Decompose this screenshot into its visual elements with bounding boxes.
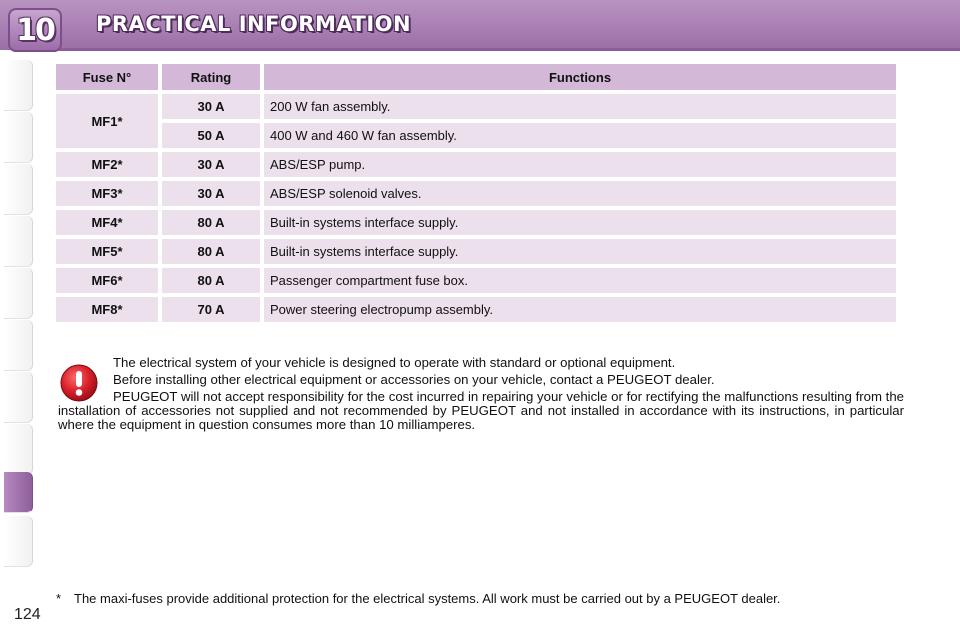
side-tabs	[0, 60, 34, 580]
side-tab-6[interactable]	[4, 320, 33, 371]
fuse-cell: MF2*	[56, 152, 158, 177]
header-underline	[56, 48, 960, 51]
rating-cell: 80 A	[162, 210, 260, 235]
function-cell: ABS/ESP pump.	[264, 152, 896, 177]
page-number: 124	[14, 606, 41, 623]
chapter-badge: 10	[8, 8, 62, 52]
rating-cell: 50 A	[162, 123, 260, 148]
footnote-text: The maxi-fuses provide additional protection for the electrical systems. All work must be carried out by a PEUGEOT dealer.	[74, 591, 781, 606]
rating-cell: 80 A	[162, 239, 260, 264]
function-cell: Built-in systems interface supply.	[264, 239, 896, 264]
function-cell: Passenger compartment fuse box.	[264, 268, 896, 293]
page-title: PRACTICAL INFORMATION	[96, 12, 412, 36]
side-tab-active[interactable]	[4, 472, 33, 513]
warning-text	[58, 356, 904, 435]
rating-cell: 30 A	[162, 152, 260, 177]
side-tab-7[interactable]	[4, 372, 33, 423]
side-tab-8[interactable]	[4, 424, 33, 475]
table-row	[56, 123, 896, 148]
fuse-cell: MF6*	[56, 268, 158, 293]
column-header-rating: Rating	[162, 64, 260, 90]
table-header-row	[56, 64, 896, 90]
side-tab-5[interactable]	[4, 268, 33, 319]
column-header-functions: Functions	[264, 64, 896, 90]
rating-cell: 30 A	[162, 181, 260, 206]
warning-paragraph-1: The electrical system of your vehicle is designed to operate with standard or optional equipment.	[113, 355, 676, 370]
fuse-cell: MF1*	[56, 94, 158, 148]
table-row	[56, 181, 896, 206]
table-row	[56, 268, 896, 293]
rating-cell: 80 A	[162, 268, 260, 293]
rating-cell: 30 A	[162, 94, 260, 119]
footnote	[56, 591, 916, 606]
fuse-cell: MF3*	[56, 181, 158, 206]
function-cell: Power steering electropump assembly.	[264, 297, 896, 322]
side-tab-4[interactable]	[4, 216, 33, 267]
fuse-table	[52, 60, 900, 326]
column-header-fuse: Fuse N°	[56, 64, 158, 90]
side-tab-2[interactable]	[4, 112, 33, 163]
function-cell: Built-in systems interface supply.	[264, 210, 896, 235]
table-row	[56, 152, 896, 177]
footnote-marker: *	[56, 591, 62, 606]
fuse-cell: MF4*	[56, 210, 158, 235]
side-tab-10[interactable]	[4, 516, 33, 567]
function-cell: ABS/ESP solenoid valves.	[264, 181, 896, 206]
table-row	[56, 94, 896, 119]
warning-paragraph-3: PEUGEOT will not accept responsibility for the cost incurred in repairing your vehicle or for rectifying the malfunctions resulting from the installation of accessories not supplied and not recommended by PEUGEOT and not installed in accordance with its instructions, in particular where the equipment in question consumes more than 10 milliamperes.	[58, 389, 904, 432]
side-tab-1[interactable]	[4, 60, 33, 111]
fuse-cell: MF8*	[56, 297, 158, 322]
function-cell: 200 W fan assembly.	[264, 94, 896, 119]
side-tab-3[interactable]	[4, 164, 33, 215]
fuse-cell: MF5*	[56, 239, 158, 264]
table-row	[56, 297, 896, 322]
table-row	[56, 239, 896, 264]
warning-paragraph-2: Before installing other electrical equipment or accessories on your vehicle, contact a PEUGEOT dealer.	[113, 372, 715, 387]
function-cell: 400 W and 460 W fan assembly.	[264, 123, 896, 148]
rating-cell: 70 A	[162, 297, 260, 322]
table-row	[56, 210, 896, 235]
